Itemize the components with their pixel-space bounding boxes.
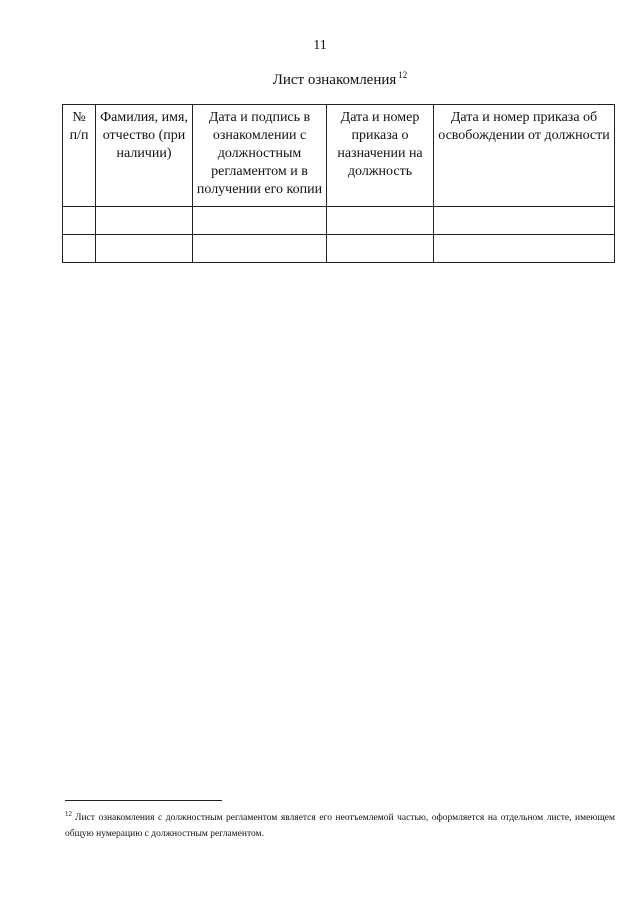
table-cell — [327, 235, 434, 263]
header-acknowledgement-date-signature: Дата и подпись в ознакомлении с должностным регламентом и в получении его копии — [193, 105, 327, 207]
table-cell — [193, 207, 327, 235]
header-full-name: Фамилия, имя, отчество (при наличии) — [96, 105, 193, 207]
page-number: 11 — [313, 38, 327, 53]
title-text: Лист ознакомления — [272, 72, 397, 88]
table-cell — [96, 235, 193, 263]
table-header-row — [63, 105, 615, 207]
header-dismissal-order: Дата и номер приказа об освобождении от должности — [434, 105, 615, 207]
footnote-divider — [65, 800, 222, 801]
header-appointment-order: Дата и номер приказа о назначении на должность — [327, 105, 434, 207]
header-number: № п/п — [63, 105, 96, 207]
table-cell — [434, 235, 615, 263]
footnote-ref: 12 — [65, 810, 72, 818]
footnote — [65, 806, 615, 842]
table-row — [63, 235, 615, 263]
table-cell — [193, 235, 327, 263]
table-row — [63, 207, 615, 235]
table-cell — [434, 207, 615, 235]
acknowledgement-table — [62, 104, 615, 263]
table-cell — [63, 207, 96, 235]
table-cell — [327, 207, 434, 235]
document-title — [0, 70, 640, 89]
footnote-text: Лист ознакомления с должностным регламентом является его неотъемлемой частью, оформляется на отдельном листе, имеющем общую нумерацию с должностным регламентом. — [65, 813, 615, 840]
table-cell — [96, 207, 193, 235]
title-footnote-ref: 12 — [398, 70, 408, 80]
table-cell — [63, 235, 96, 263]
